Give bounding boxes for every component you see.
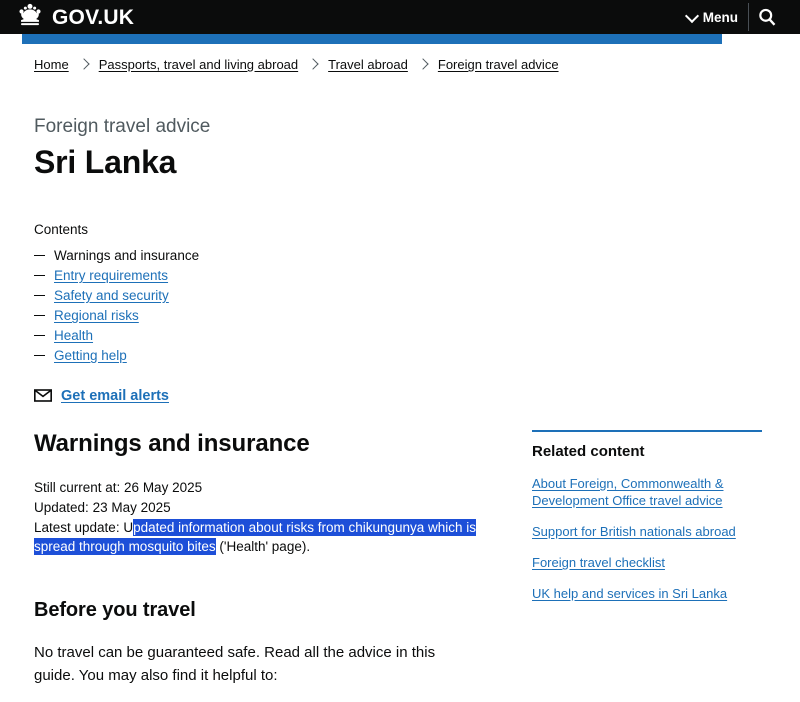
contents-item-warnings-and-insurance [34, 246, 766, 266]
search-button[interactable] [749, 3, 785, 31]
contents-item-getting-help[interactable] [34, 346, 766, 366]
crown-icon [15, 3, 45, 32]
email-alerts-link[interactable]: Get email alerts [61, 387, 169, 404]
related-link-foreign-travel-checklist[interactable]: Foreign travel checklist [532, 554, 665, 570]
latest-update-prefix: U [123, 519, 134, 535]
dash-icon [34, 315, 45, 316]
before-you-travel-heading: Before you travel [34, 598, 196, 621]
latest-update-selected-text: pdated information about risks from chikungunya which is spread through mosquito bites [34, 519, 477, 554]
main-content [34, 430, 494, 702]
latest-update-suffix: ('Health' page). [215, 538, 311, 554]
contents-item-label[interactable]: Regional risks [54, 307, 139, 323]
phase-banner-strip [22, 34, 722, 44]
header-logo[interactable] [15, 3, 134, 32]
contents-item-safety-and-security[interactable] [34, 286, 766, 306]
menu-label: Menu [702, 9, 738, 25]
updated-line [34, 498, 494, 517]
contents-item-label: Warnings and insurance [54, 247, 200, 263]
related-divider [532, 430, 762, 432]
breadcrumb [34, 44, 766, 72]
contents-item-regional-risks[interactable] [34, 306, 766, 326]
dash-icon [34, 355, 45, 356]
list-item[interactable] [532, 475, 762, 509]
content-columns [34, 430, 766, 702]
still-current-label: Still current at: [34, 479, 121, 495]
menu-button[interactable] [683, 3, 749, 31]
context-title: Foreign travel advice [34, 116, 211, 137]
contents-item-label[interactable]: Entry requirements [54, 267, 169, 283]
chevron-down-icon [685, 8, 699, 22]
header-nav [683, 3, 785, 31]
chevron-right-icon [307, 58, 318, 69]
contents-item-health[interactable] [34, 326, 766, 346]
contents-item-label[interactable]: Health [54, 327, 94, 343]
contents-item-label[interactable]: Safety and security [54, 287, 169, 303]
related-content-list [532, 475, 762, 602]
govuk-logotype-text: GOV.UK [52, 5, 135, 29]
list-item[interactable] [532, 523, 762, 540]
related-link-support-british-nationals[interactable]: Support for British nationals abroad [532, 523, 736, 539]
related-link-about-fcdo-travel-advice[interactable]: About Foreign, Commonwealth & Development Office travel advice [532, 475, 724, 508]
still-current-line [34, 478, 494, 497]
contents-item-entry-requirements[interactable] [34, 266, 766, 286]
contents-list [34, 246, 766, 366]
still-current-value: 26 May 2025 [124, 479, 203, 495]
site-header [0, 0, 800, 34]
dash-icon [34, 255, 45, 256]
breadcrumb-item-travel-abroad[interactable]: Travel abroad [328, 57, 408, 72]
chevron-right-icon [78, 58, 89, 69]
updated-value: 23 May 2025 [92, 499, 171, 515]
envelope-icon [34, 389, 52, 402]
list-item[interactable] [532, 554, 762, 571]
dash-icon [34, 335, 45, 336]
section-heading: Warnings and insurance [34, 429, 310, 457]
breadcrumb-item-foreign-travel-advice[interactable]: Foreign travel advice [437, 57, 559, 72]
contents-heading: Contents [34, 221, 89, 237]
dash-icon [34, 295, 45, 296]
breadcrumb-item-home[interactable]: Home [34, 57, 69, 72]
breadcrumb-item-passports[interactable]: Passports, travel and living abroad [98, 57, 299, 72]
search-icon [757, 7, 777, 27]
updated-label: Updated: [34, 499, 89, 515]
related-content-heading: Related content [532, 442, 645, 460]
latest-update-label: Latest update: [34, 519, 120, 535]
dash-icon [34, 275, 45, 276]
related-content [532, 430, 762, 702]
latest-update-line [34, 518, 494, 556]
before-you-travel-paragraph: No travel can be guaranteed safe. Read all the advice in this guide. You may also find it helpful to: [34, 643, 436, 684]
chevron-right-icon [417, 58, 428, 69]
list-item[interactable] [532, 585, 762, 602]
contents-item-label[interactable]: Getting help [54, 347, 127, 363]
related-link-uk-help-services-sri-lanka[interactable]: UK help and services in Sri Lanka [532, 585, 728, 601]
email-alerts[interactable] [34, 388, 766, 404]
page-title: Sri Lanka [34, 143, 177, 180]
